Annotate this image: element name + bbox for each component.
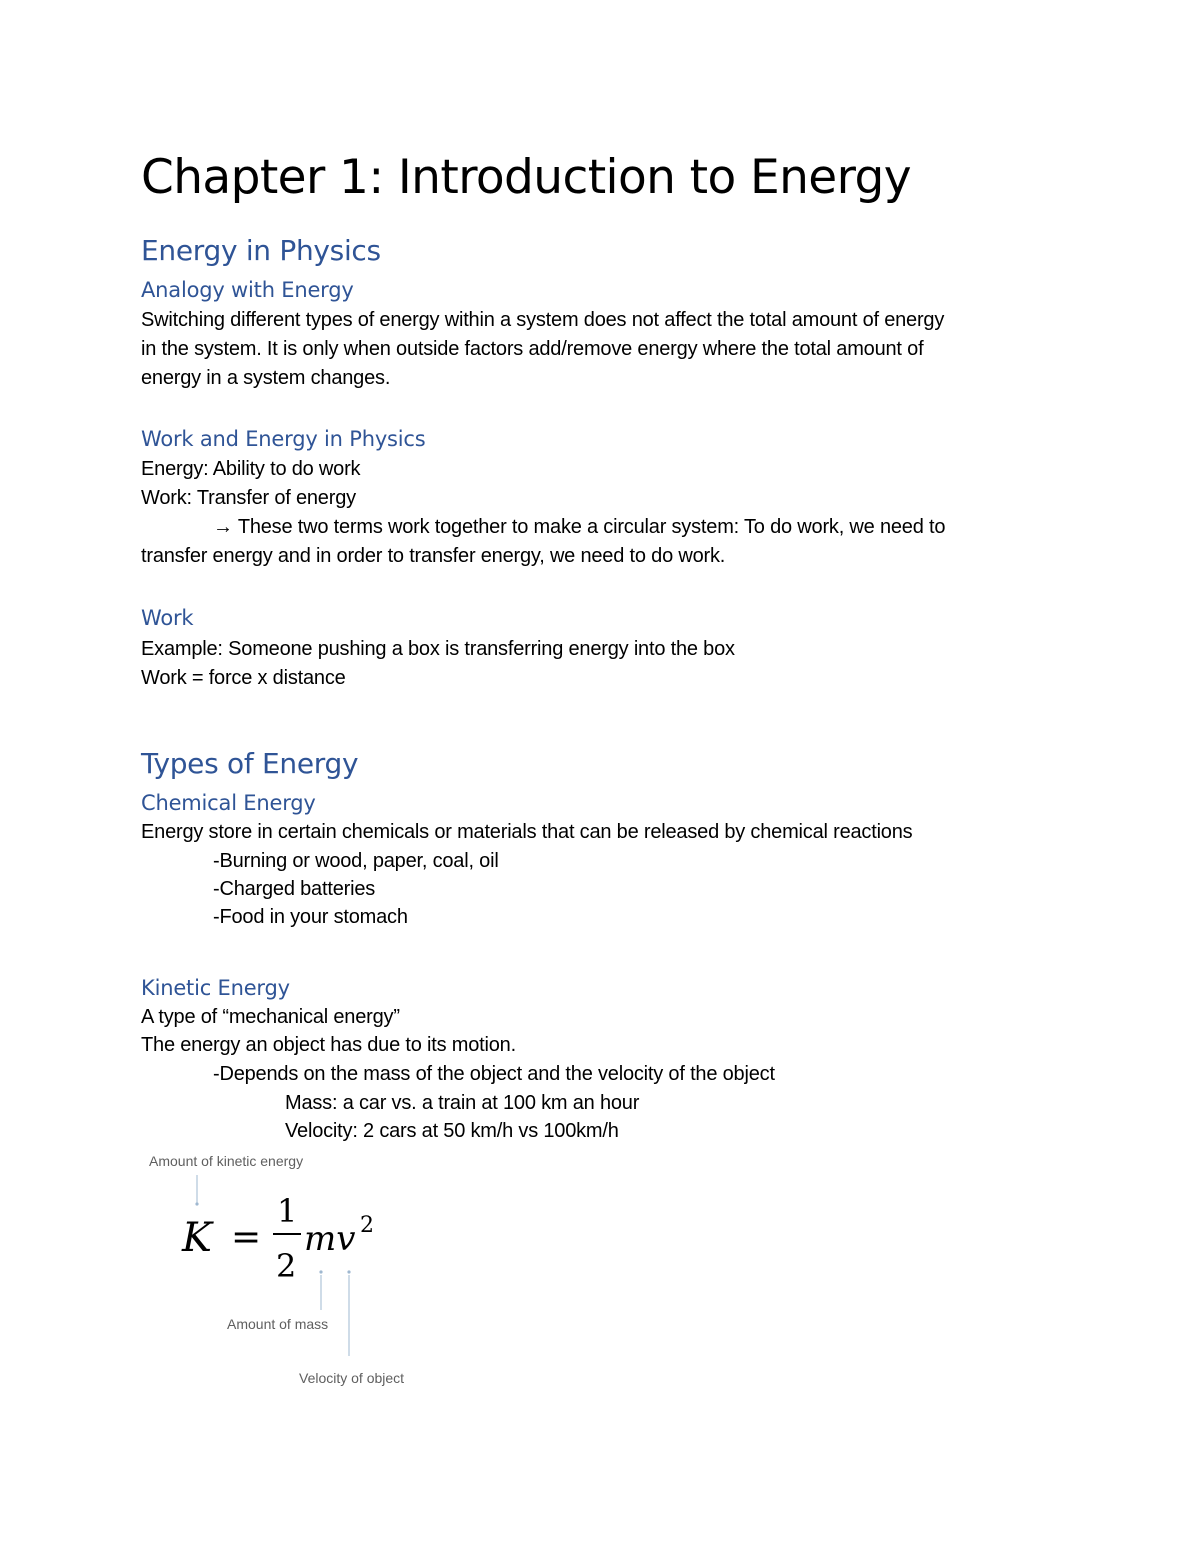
paragraph-line: The energy an object has due to its motion. xyxy=(141,1034,516,1056)
paragraph-line: transfer energy and in order to transfer energy, we need to do work. xyxy=(141,545,726,567)
pointer-dot xyxy=(319,1270,322,1273)
label-velocity: Velocity of object xyxy=(299,1370,405,1386)
subheading-kinetic-energy: Kinetic Energy xyxy=(141,976,290,1000)
paragraph-line: Switching different types of energy within a system does not affect the total amount of energy xyxy=(141,309,945,331)
paragraph-line xyxy=(213,513,945,541)
paragraph-line: in the system. It is only when outside factors add/remove energy where the total amount of xyxy=(141,338,924,360)
subheading-analogy: Analogy with Energy xyxy=(141,278,354,302)
pointer-dot xyxy=(195,1202,198,1205)
list-item: -Charged batteries xyxy=(213,878,376,900)
list-item: -Depends on the mass of the object and the velocity of the object xyxy=(213,1063,775,1085)
pointer-dot xyxy=(347,1270,350,1273)
label-mass: Amount of mass xyxy=(227,1316,329,1332)
paragraph-text: These two terms work together to make a circular system: To do work, we need to xyxy=(237,516,946,538)
formula-equals: = xyxy=(231,1217,262,1258)
list-item: -Burning or wood, paper, coal, oil xyxy=(213,850,499,872)
formula-numerator: 1 xyxy=(277,1192,298,1230)
list-item: -Food in your stomach xyxy=(213,906,408,928)
formula-exponent: 2 xyxy=(360,1213,374,1238)
definition-energy: Energy: Ability to do work xyxy=(141,458,361,480)
heading-energy-in-physics: Energy in Physics xyxy=(141,234,381,267)
subheading-chemical-energy: Chemical Energy xyxy=(141,791,316,815)
subheading-work: Work xyxy=(141,606,194,630)
label-kinetic-energy: Amount of kinetic energy xyxy=(149,1153,304,1169)
kinetic-energy-formula-figure xyxy=(140,1148,430,1393)
list-item: Velocity: 2 cars at 50 km/h vs 100km/h xyxy=(285,1120,619,1142)
arrow-icon: → xyxy=(213,516,233,538)
formula-work: Work = force x distance xyxy=(141,667,346,689)
heading-types-of-energy: Types of Energy xyxy=(141,747,359,780)
paragraph-line: Energy store in certain chemicals or materials that can be released by chemical reactions xyxy=(141,821,913,843)
paragraph-line: energy in a system changes. xyxy=(141,367,391,389)
formula-mv: mv xyxy=(304,1219,356,1259)
formula-denominator: 2 xyxy=(276,1247,297,1285)
list-item: Mass: a car vs. a train at 100 km an hour xyxy=(285,1092,640,1114)
definition-work: Work: Transfer of energy xyxy=(141,487,356,509)
paragraph-line: A type of “mechanical energy” xyxy=(141,1006,400,1028)
subheading-work-and-energy: Work and Energy in Physics xyxy=(141,427,426,451)
page-title: Chapter 1: Introduction to Energy xyxy=(141,150,911,205)
formula-k: K xyxy=(182,1215,212,1261)
paragraph-line: Example: Someone pushing a box is transferring energy into the box xyxy=(141,638,735,660)
